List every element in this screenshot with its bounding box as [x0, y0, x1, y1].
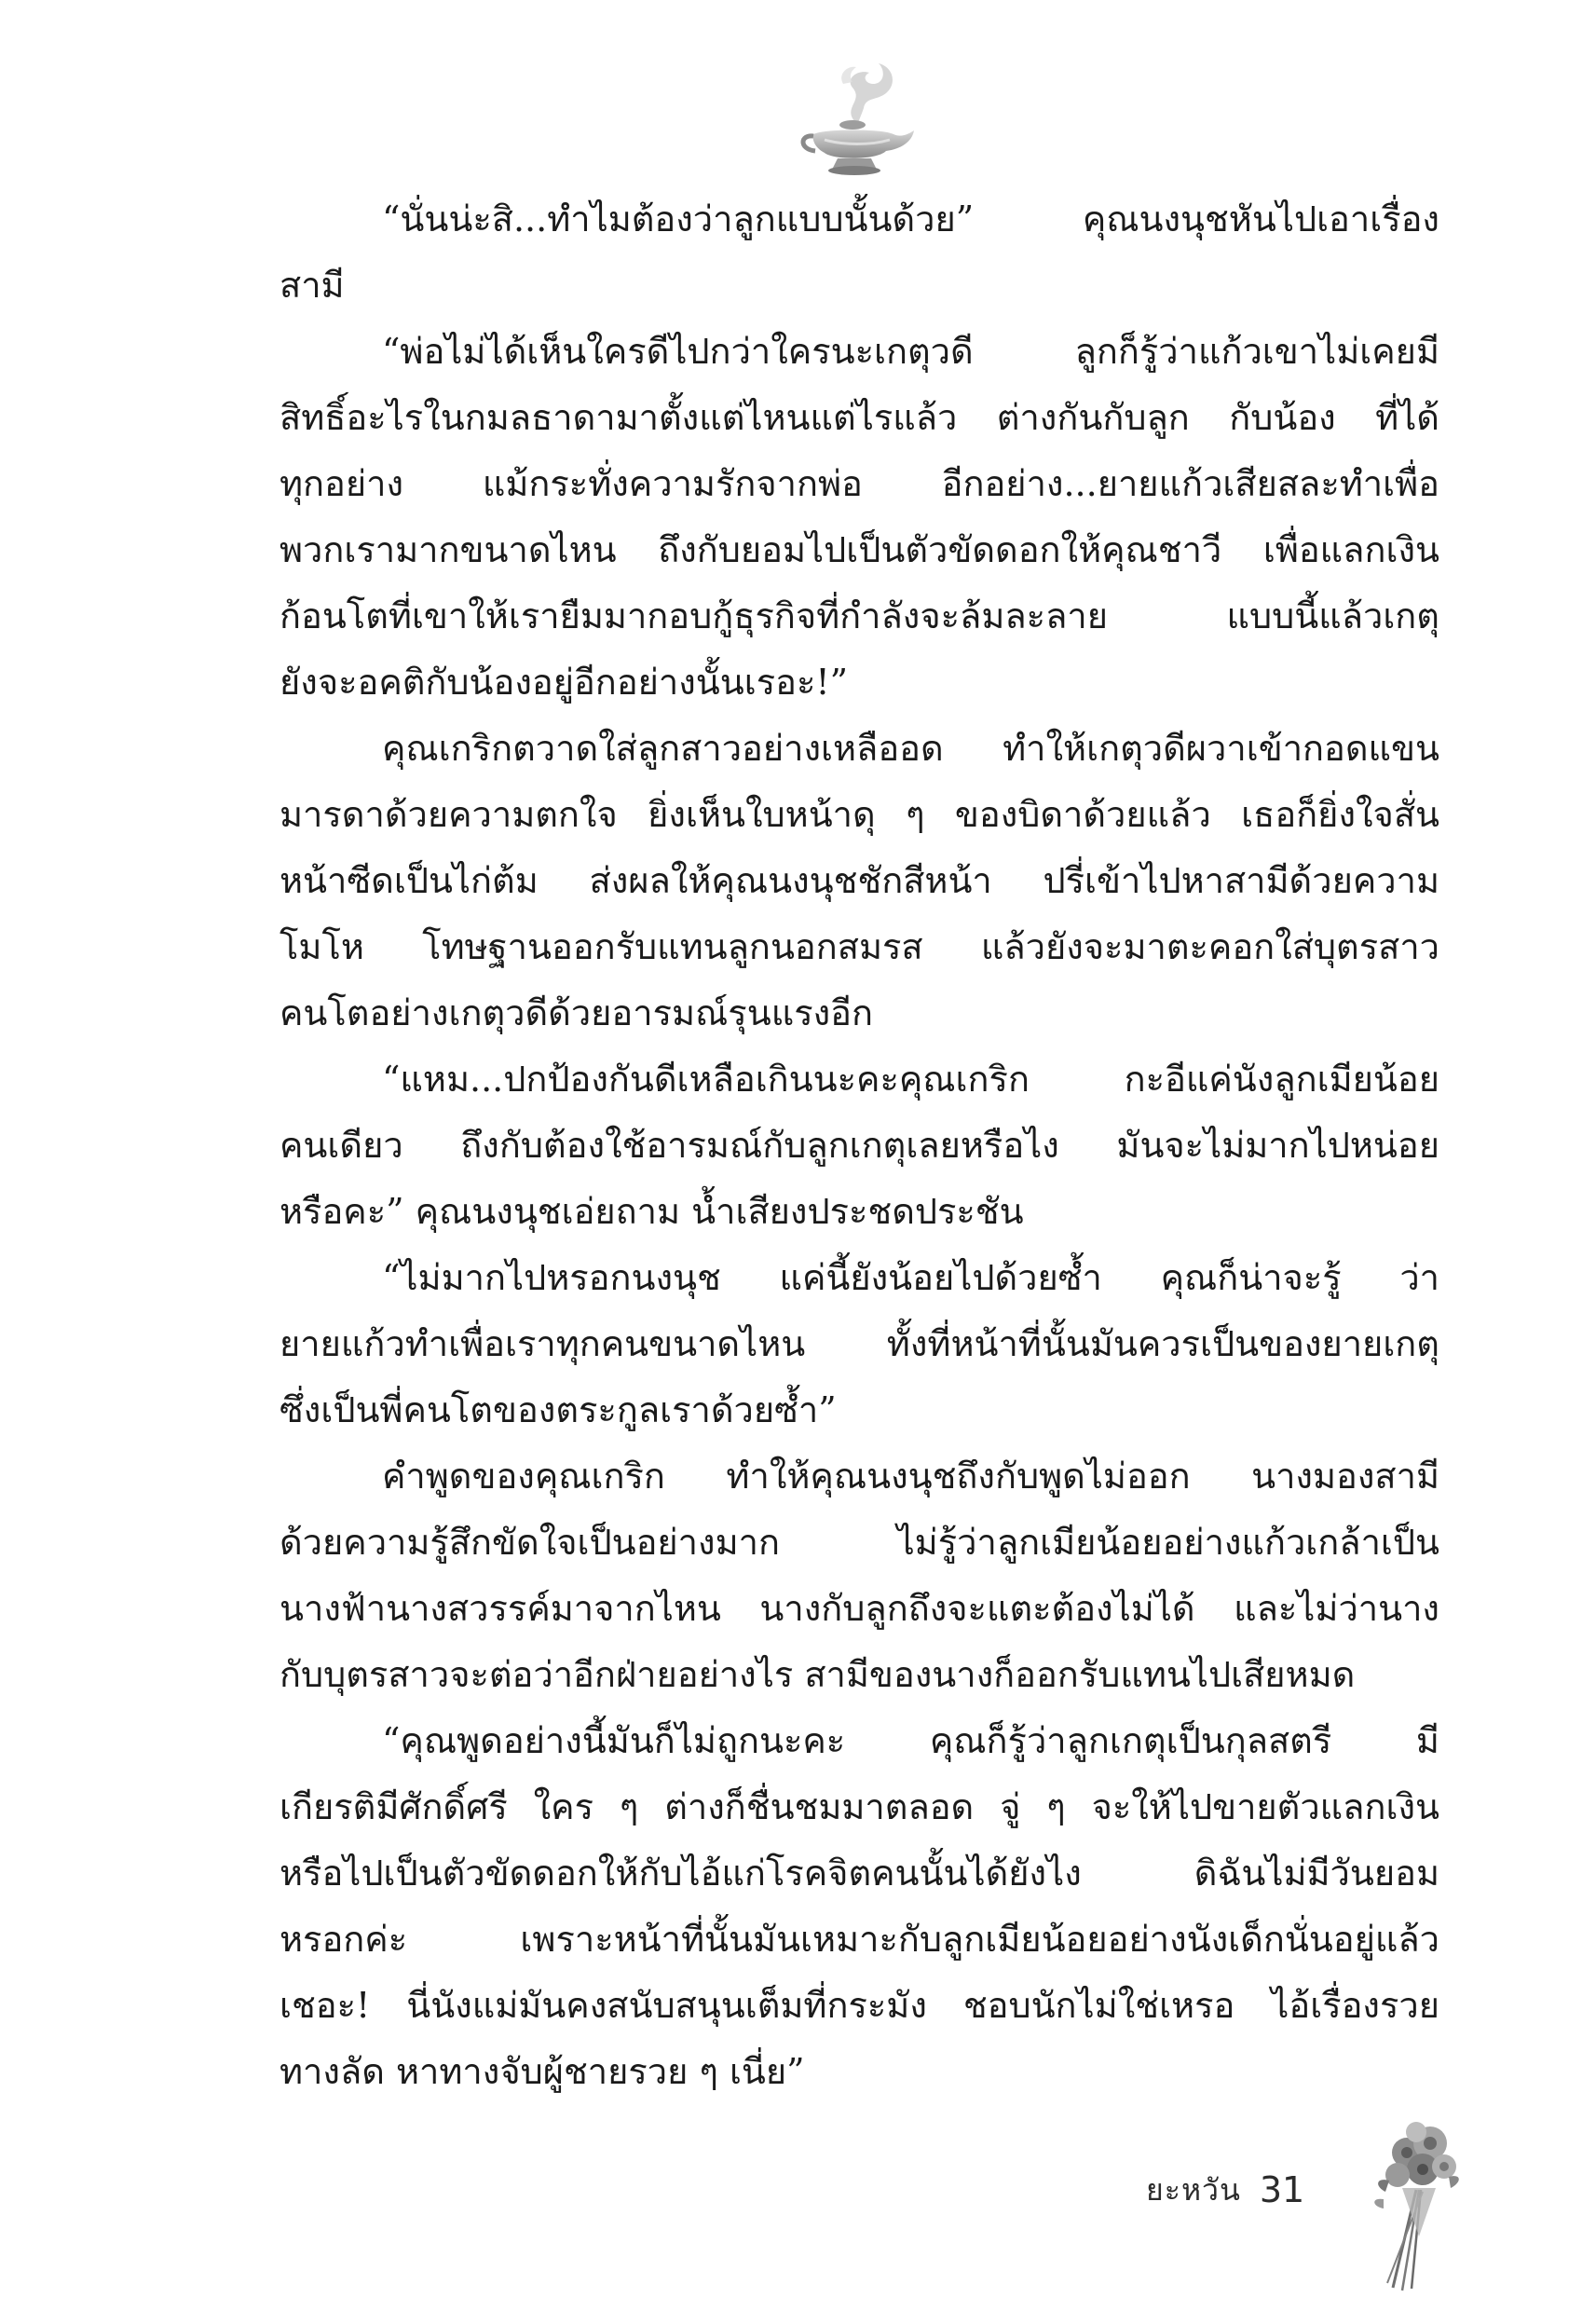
paragraph [280, 716, 1439, 1046]
text-line: “พ่อไม่ได้เห็นใครดีไปกว่าใครนะเกตุวดี ลูกก็รู้ว่าแก้วเขาไม่เคยมี [382, 331, 1439, 372]
text-line: หรือไปเป็นตัวขัดดอกให้กับไอ้แก่โรคจิตคนนั้นได้ยังไง ดิฉันไม่มีวันยอม [280, 1853, 1439, 1894]
genie-lamp-icon [797, 56, 918, 186]
text-line: “คุณพูดอย่างนี้มันก็ไม่ถูกนะคะ คุณก็รู้ว่าลูกเกตุเป็นกุลสตรี มี [382, 1720, 1439, 1761]
text-line: คุณเกริกตวาดใส่ลูกสาวอย่างเหลืออด ทำให้เกตุวดีผวาเข้ากอดแขน [382, 728, 1439, 769]
text-line: นางฟ้านางสวรรค์มาจากไหน นางกับลูกถึงจะแตะต้องไม่ได้ และไม่ว่านาง [280, 1588, 1439, 1629]
flower-bouquet-icon [1365, 2115, 1467, 2292]
text-line: เชอะ! นี่นังแม่มันคงสนับสนุนเต็มที่กระมัง ชอบนักไม่ใช่เหรอ ไอ้เรื่องรวย [280, 1985, 1439, 2026]
text-line: คำพูดของคุณเกริก ทำให้คุณนงนุชถึงกับพูดไม่ออก นางมองสามี [382, 1456, 1439, 1497]
text-line: “นั่นน่ะสิ...ทำไมต้องว่าลูกแบบนั้นด้วย” คุณนงนุชหันไปเอาเรื่อง [382, 198, 1439, 239]
text-line: ด้วยความรู้สึกขัดใจเป็นอย่างมาก ไม่รู้ว่าลูกเมียน้อยอย่างแก้วเกล้าเป็น [280, 1522, 1439, 1563]
paragraph [280, 186, 1439, 319]
text-line: “ไม่มากไปหรอกนงนุช แค่นี้ยังน้อยไปด้วยซ้ำ คุณก็น่าจะรู้ ว่า [382, 1257, 1439, 1298]
text-line: มารดาด้วยความตกใจ ยิ่งเห็นใบหน้าดุ ๆ ของบิดาด้วยแล้ว เธอก็ยิ่งใจสั่น [280, 794, 1439, 835]
paragraph [280, 1245, 1439, 1443]
paragraph [280, 1046, 1439, 1245]
text-line: สิทธิ์อะไรในกมลธาดามาตั้งแต่ไหนแต่ไรแล้ว ต่างกันกับลูก กับน้อง ที่ได้ [280, 397, 1439, 438]
text-line: ทุกอย่าง แม้กระทั่งความรักจากพ่อ อีกอย่าง...ยายแก้วเสียสละทำเพื่อ [280, 463, 1439, 504]
running-title: ยะหวัน [1146, 2171, 1241, 2208]
text-line: สามี [280, 265, 345, 306]
text-line: ทางลัด หาทางจับผู้ชายรวย ๆ เนี่ย” [280, 2051, 805, 2092]
text-line: ซึ่งเป็นพี่คนโตของตระกูลเราด้วยซ้ำ” [280, 1389, 837, 1430]
paragraph [280, 1443, 1439, 1708]
text-line: หรอกค่ะ เพราะหน้าที่นั้นมันเหมาะกับลูกเมียน้อยอย่างนังเด็กนั่นอยู่แล้ว [280, 1919, 1439, 1960]
text-line: คนโตอย่างเกตุวดีด้วยอารมณ์รุนแรงอีก [280, 992, 873, 1033]
text-line: ก้อนโตที่เขาให้เรายืมมากอบกู้ธุรกิจที่กำลังจะล้มละลาย แบบนี้แล้วเกตุ [280, 595, 1439, 636]
paragraph [280, 1708, 1439, 2105]
text-line: คนเดียว ถึงกับต้องใช้อารมณ์กับลูกเกตุเลยหรือไง มันจะไม่มากไปหน่อย [280, 1125, 1439, 1166]
text-line: พวกเรามากขนาดไหน ถึงกับยอมไปเป็นตัวขัดดอกให้คุณชาวี เพื่อแลกเงิน [280, 529, 1439, 570]
text-line: หรือคะ” คุณนงนุชเอ่ยถาม น้ำเสียงประชดประชัน [280, 1191, 1024, 1232]
text-line: โมโห โทษฐานออกรับแทนลูกนอกสมรส แล้วยังจะมาตะคอกใส่บุตรสาว [280, 926, 1439, 967]
text-line: กับบุตรสาวจะต่อว่าอีกฝ่ายอย่างไร สามีของนางก็ออกรับแทนไปเสียหมด [280, 1654, 1356, 1695]
page-footer [1146, 2153, 1304, 2227]
text-line: ยายแก้วทำเพื่อเราทุกคนขนาดไหน ทั้งที่หน้าที่นั้นมันควรเป็นของยายเกตุ [280, 1323, 1439, 1364]
text-line: หน้าซีดเป็นไก่ต้ม ส่งผลให้คุณนงนุชชักสีหน้า ปรี่เข้าไปหาสามีด้วยความ [280, 860, 1439, 901]
text-line: ยังจะอคติกับน้องอยู่อีกอย่างนั้นเรอะ!” [280, 662, 849, 703]
page-number: 31 [1259, 2169, 1305, 2210]
chapter-body [280, 186, 1439, 2105]
paragraph [280, 319, 1439, 716]
text-line: “แหม...ปกป้องกันดีเหลือเกินนะคะคุณเกริก กะอีแค่นังลูกเมียน้อย [382, 1059, 1439, 1100]
text-line: เกียรติมีศักดิ์ศรี ใคร ๆ ต่างก็ชื่นชมมาตลอด จู่ ๆ จะให้ไปขายตัวแลกเงิน [280, 1786, 1439, 1827]
